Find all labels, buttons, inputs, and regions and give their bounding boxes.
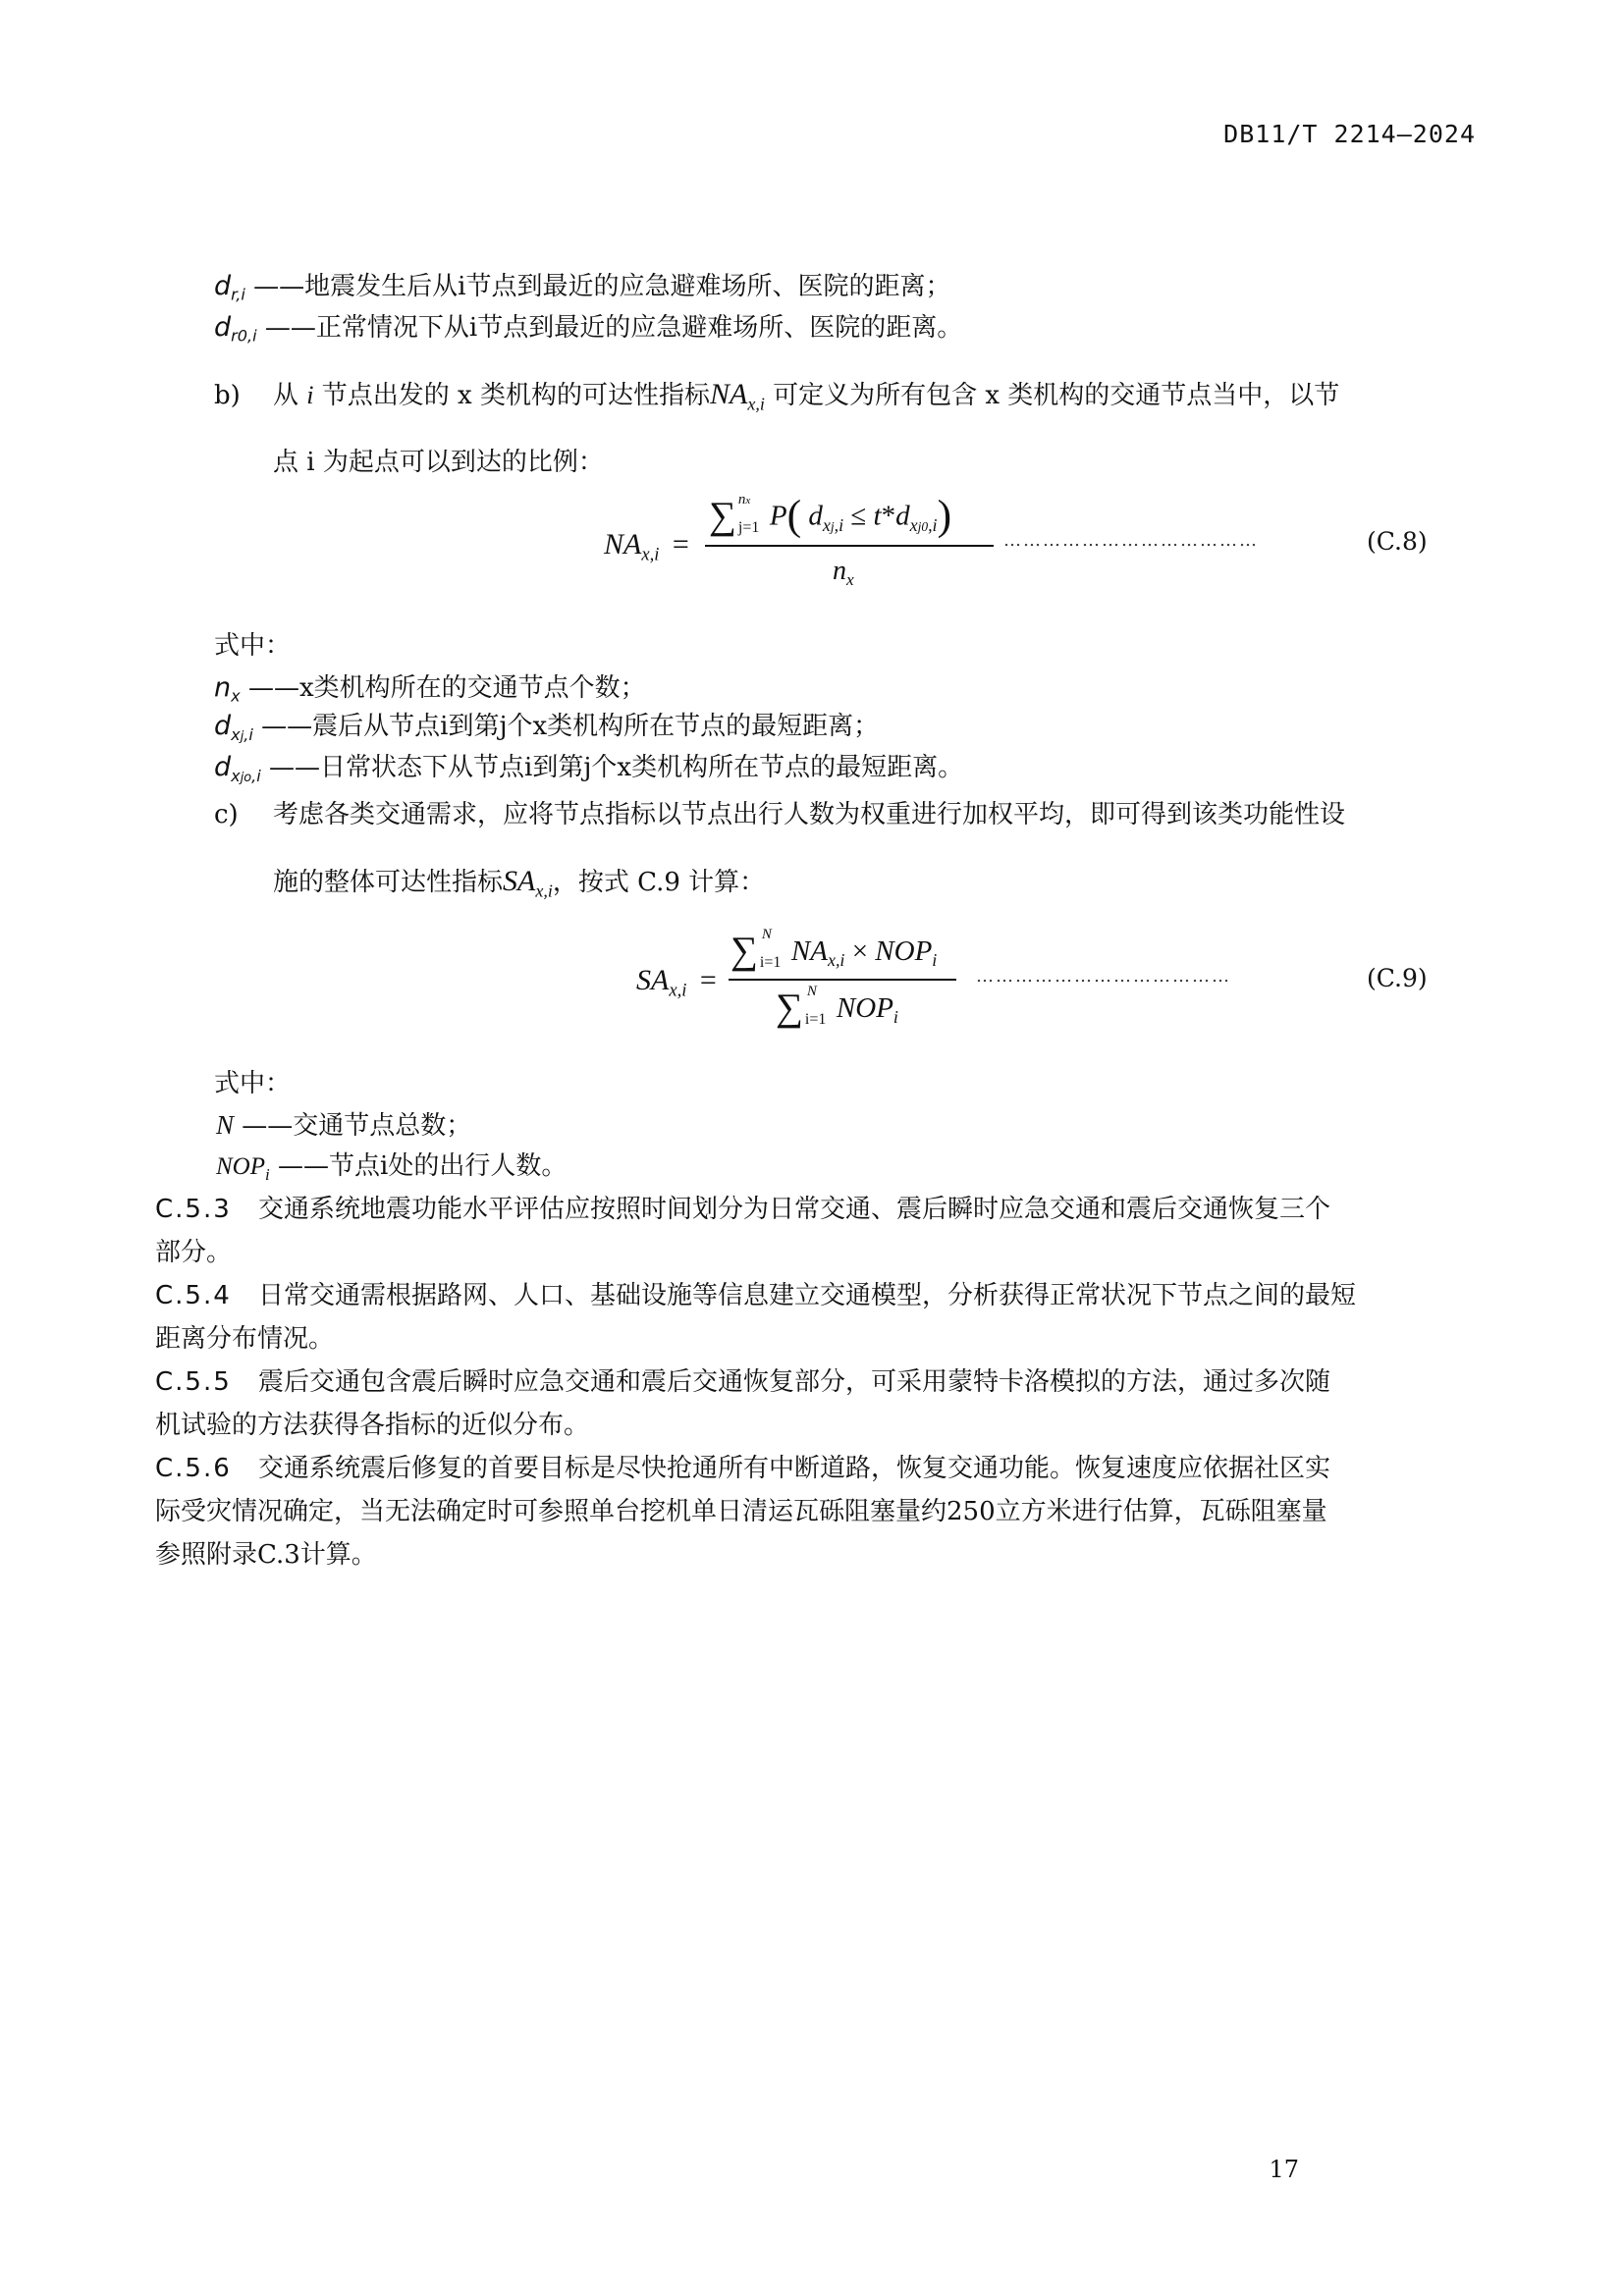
sum-symbol: ∑ bbox=[730, 930, 758, 972]
subsub: j bbox=[830, 518, 835, 534]
definition-text: ——震后从节点i到第j个x类机构所在节点的最短距离； bbox=[261, 712, 880, 741]
formula-c8-lhs: $NA_{x,i}$ = bbox=[604, 528, 689, 565]
definition-N bbox=[216, 1107, 471, 1144]
formula-c8-numerator: ∑ nx j=1 P( $d_{xj,i} \le t*d_{xj0,i}$) bbox=[709, 492, 952, 539]
symbol-subscript: x,i bbox=[535, 881, 553, 901]
definition-d-xj-i bbox=[214, 709, 879, 755]
symbol-subscript: r0,i bbox=[231, 326, 257, 346]
distance-d: d bbox=[895, 500, 910, 532]
list-item-b-line1 bbox=[214, 377, 1339, 421]
clause-text: 交通系统地震功能水平评估应按照时间划分为日常交通、震后瞬时应急交通和震后交通恢复三个 bbox=[258, 1195, 1331, 1224]
symbol: d bbox=[214, 752, 232, 782]
sum-upper: N bbox=[761, 927, 772, 943]
sum-upper-sub: x bbox=[745, 495, 751, 507]
definition-text: ——正常情况下从i节点到最近的应急避难场所、医院的距离。 bbox=[264, 313, 963, 343]
tail: ,i bbox=[928, 514, 938, 535]
clause-c56-line2: 际受灾情况确定，当无法确定时可参照单台挖机单日清运瓦砾阻塞量约250立方米进行估算，瓦砾阻塞量 bbox=[155, 1497, 1327, 1526]
formula-c8-denominator bbox=[833, 556, 854, 590]
equation-number-c9: (C.9) bbox=[1367, 964, 1428, 992]
formula-c9-lhs: $SA_{x,i}$ = bbox=[636, 964, 717, 1001]
subscript: x bbox=[231, 724, 241, 744]
subscript: x,i bbox=[827, 950, 845, 971]
times-symbol: × bbox=[851, 934, 869, 967]
list-item-label: b) bbox=[214, 381, 241, 410]
list-item-c-line2 bbox=[273, 864, 765, 908]
clause-c54-line1 bbox=[155, 1278, 1356, 1313]
NA-symbol: NA bbox=[790, 934, 828, 967]
sum-symbol: ∑ bbox=[776, 987, 803, 1029]
subscript: x bbox=[231, 766, 241, 785]
sum-lower: j=1 bbox=[737, 519, 760, 536]
leq-symbol: ≤ bbox=[850, 500, 867, 532]
definition-d-xjo-i bbox=[214, 750, 963, 796]
text: 从 bbox=[273, 381, 299, 410]
leader-dots: ………………………………… bbox=[1003, 530, 1259, 551]
symbol: N bbox=[216, 1110, 235, 1140]
where-label: 式中： bbox=[214, 1069, 292, 1098]
subscript-tail: ,i bbox=[243, 724, 253, 744]
clause-number: C.5.5 bbox=[155, 1367, 232, 1397]
sum-lower: i=1 bbox=[759, 954, 782, 972]
definition-text: ——交通节点总数； bbox=[242, 1111, 472, 1141]
text: 可定义为所有包含 x 类机构的交通节点当中，以节 bbox=[773, 381, 1340, 410]
subscript: x bbox=[231, 686, 241, 706]
definition-text: ——日常状态下从节点i到第j个x类机构所在节点的最短距离。 bbox=[269, 753, 964, 782]
text: ，按式 C.9 计算： bbox=[552, 868, 766, 897]
definition-NOP-i bbox=[216, 1148, 567, 1193]
sub: x bbox=[909, 514, 918, 535]
subscript: x,i bbox=[669, 980, 687, 1001]
clause-c54-line2: 距离分布情况。 bbox=[155, 1324, 335, 1354]
symbol: NA bbox=[604, 528, 642, 561]
subsubscript: jo bbox=[240, 770, 252, 785]
list-item-c-line1 bbox=[214, 797, 1345, 832]
list-item-b-line2: 点 i 为起点可以到达的比例： bbox=[273, 448, 604, 477]
text: 考虑各类交通需求，应将节点指标以节点出行人数为权重进行加权平均，即可得到该类功能性设 bbox=[273, 800, 1346, 829]
symbol-subscript: x,i bbox=[747, 394, 765, 414]
symbol: n bbox=[214, 672, 232, 703]
definition-n-x bbox=[214, 670, 646, 715]
definition-d-r-i bbox=[214, 269, 950, 313]
clause-c56-line3: 参照附录C.3计算。 bbox=[155, 1540, 377, 1570]
where-label: 式中： bbox=[214, 631, 292, 661]
subsub: j0 bbox=[917, 518, 929, 534]
symbol-subscript: r,i bbox=[231, 285, 245, 304]
variable-i: i bbox=[306, 381, 314, 409]
sum-upper: n bbox=[737, 492, 746, 507]
clause-text: 震后交通包含震后瞬时应急交通和震后交通恢复部分，可采用蒙特卡洛模拟的方法，通过多次随 bbox=[258, 1367, 1331, 1397]
NOP-symbol: NOP bbox=[875, 934, 933, 967]
standard-code-header: DB11/T 2214—2024 bbox=[1223, 120, 1476, 148]
tail: ,i bbox=[834, 514, 844, 535]
clause-text: 交通系统震后修复的首要目标是尽快抢通所有中断道路，恢复交通功能。恢复速度应依据社区实 bbox=[258, 1454, 1331, 1483]
definition-text: ——地震发生后从i节点到最近的应急避难场所、医院的距离； bbox=[253, 272, 951, 301]
equation-number-c8: (C.8) bbox=[1367, 527, 1428, 556]
fraction-bar-c8 bbox=[705, 545, 994, 547]
formula-c9-numerator bbox=[730, 929, 937, 973]
clause-c55-line2: 机试验的方法获得各指标的近似分布。 bbox=[155, 1411, 590, 1440]
list-item-label: c) bbox=[214, 800, 239, 829]
sub: x bbox=[822, 514, 831, 535]
NOP-symbol: NOP bbox=[836, 991, 893, 1024]
text: 节点出发的 x 类机构的可达性指标 bbox=[321, 381, 710, 410]
definition-text: ——x类机构所在的交通节点个数； bbox=[247, 673, 646, 703]
page-number: 17 bbox=[1269, 2156, 1299, 2183]
symbol: d bbox=[214, 271, 232, 301]
clause-text: 日常交通需根据路网、人口、基础设施等信息建立交通模型，分析获得正常状况下节点之间的最短 bbox=[258, 1281, 1357, 1310]
subscript: x,i bbox=[641, 544, 660, 565]
leader-dots: ………………………………… bbox=[976, 966, 1231, 987]
clause-c53-line1 bbox=[155, 1192, 1330, 1227]
probability-P: P bbox=[769, 500, 787, 532]
subscript: i bbox=[265, 1164, 270, 1184]
t-variable: t bbox=[873, 500, 882, 532]
clause-number: C.5.4 bbox=[155, 1281, 232, 1310]
sum-upper: N bbox=[806, 984, 817, 1000]
symbol: SA bbox=[636, 964, 670, 996]
definition-d-r0-i bbox=[214, 310, 962, 354]
symbol: d bbox=[214, 711, 232, 741]
clause-c53-line2: 部分。 bbox=[155, 1238, 233, 1267]
clause-number: C.5.3 bbox=[155, 1195, 232, 1224]
text: 施的整体可达性指标 bbox=[273, 868, 504, 897]
subsubscript: j bbox=[240, 728, 244, 744]
sum-symbol: ∑ bbox=[709, 494, 736, 537]
symbol: NOP bbox=[216, 1153, 265, 1180]
definition-text: ——节点i处的出行人数。 bbox=[278, 1151, 568, 1181]
symbol-SA: SA bbox=[503, 865, 536, 897]
subscript-tail: ,i bbox=[251, 766, 261, 785]
clause-c55-line1 bbox=[155, 1364, 1330, 1400]
symbol: n bbox=[833, 556, 846, 586]
clause-c56-line1 bbox=[155, 1451, 1330, 1486]
fraction-bar-c9 bbox=[729, 979, 956, 981]
symbol: d bbox=[214, 312, 232, 343]
subscript: i bbox=[932, 950, 938, 971]
clause-number: C.5.6 bbox=[155, 1454, 232, 1483]
distance-d: d bbox=[808, 500, 823, 532]
symbol-NA: NA bbox=[709, 378, 748, 410]
subscript: i bbox=[893, 1007, 898, 1028]
formula-c9-denominator bbox=[776, 986, 898, 1030]
subscript: x bbox=[846, 570, 854, 590]
sum-lower: i=1 bbox=[804, 1011, 827, 1029]
star: * bbox=[881, 500, 896, 532]
